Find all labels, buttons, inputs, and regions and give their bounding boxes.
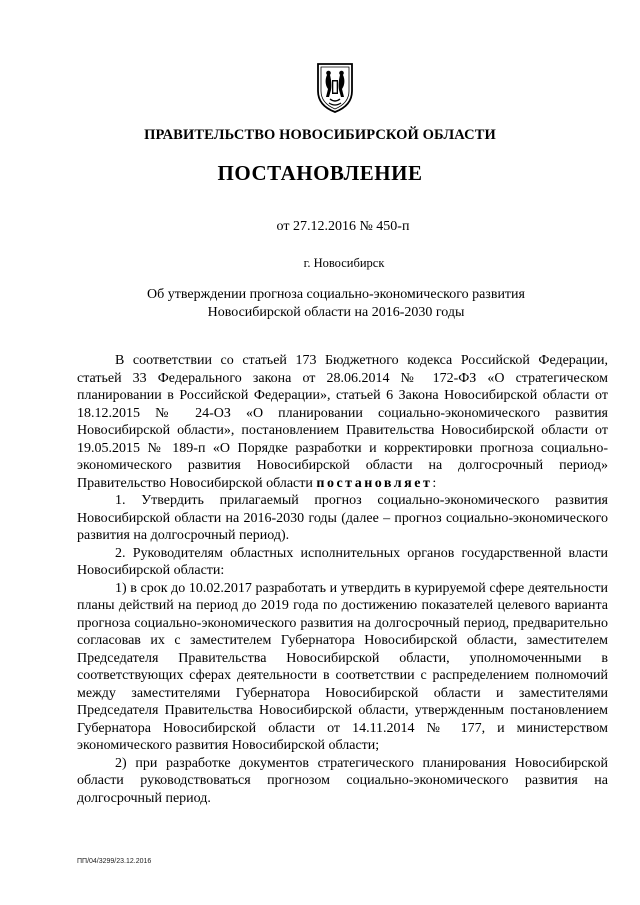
document-date-number: от 27.12.2016 № 450-п — [276, 219, 410, 234]
document-city: г. Новосибирск — [303, 256, 385, 270]
preamble-paragraph — [77, 352, 608, 492]
document-subject — [0, 286, 640, 322]
coat-of-arms-icon — [315, 61, 355, 113]
item-2-2: 2) при разработке документов стратегического планирования Новосибирской области руководствоваться прогнозом социально-экономического развития на долгосрочный период. — [77, 755, 608, 806]
subject-line-2: Новосибирской области на 2016-2030 годы — [207, 305, 465, 320]
registration-footer: ПП/04/3299/23.12.2016 — [77, 858, 152, 865]
organization-title: ПРАВИТЕЛЬСТВО НОВОСИБИРСКОЙ ОБЛАСТИ — [144, 127, 496, 143]
preamble-text: В соответствии со статьей 173 Бюджетного кодекса Российской Федерации, статьей 33 Федерального закона от 28.06.2014 № 172-ФЗ «О стратегическом планировании в Российской Федерации», статьей 6 Закона Новосибирской области от 18.12.2015 № 24-ОЗ «О планировании социально-экономического развития Новосибирской области», постановлением Правительства Новосибирской области от 19.05.2015 № 189-п «О Порядке разработки и корректировки прогноза социально-экономического развития Новосибирской области на долгосрочный период» Правительство Новосибирской области — [77, 353, 608, 491]
document-body — [77, 352, 608, 807]
item-2-1: 1) в срок до 10.02.2017 разработать и утвердить в курируемой сфере деятельности планы действий на период до 2019 года по достижению показателей целевого варианта прогноза социально-экономического развития на долгосрочный период, предварительно согласовав их с заместителем Губернатора Новосибирской области, заместителем Председателя Правительства Новосибирской области, уполномоченными в соответствующих сферах деятельности в соответствии с распределением полномочий между заместителями Губернатора Новосибирской области и заместителями Председателя Правительства Новосибирской области, утвержденным постановлением Губернатора Новосибирской области от 14.11.2014 № 177, и министерством экономического развития Новосибирской области; — [77, 580, 608, 753]
document-type: ПОСТАНОВЛЕНИЕ — [217, 161, 423, 185]
subject-line-1: Об утверждении прогноза социально-экономического развития — [147, 287, 525, 302]
resolves-colon: : — [432, 475, 437, 491]
resolves-word: постановляет — [316, 475, 433, 491]
item-2: 2. Руководителям областных исполнительных органов государственной власти Новосибирской области: — [77, 545, 608, 578]
item-1: 1. Утвердить прилагаемый прогноз социально-экономического развития Новосибирской области на 2016-2030 годы (далее – прогноз социально-экономического развития на долгосрочный период). — [77, 493, 608, 543]
